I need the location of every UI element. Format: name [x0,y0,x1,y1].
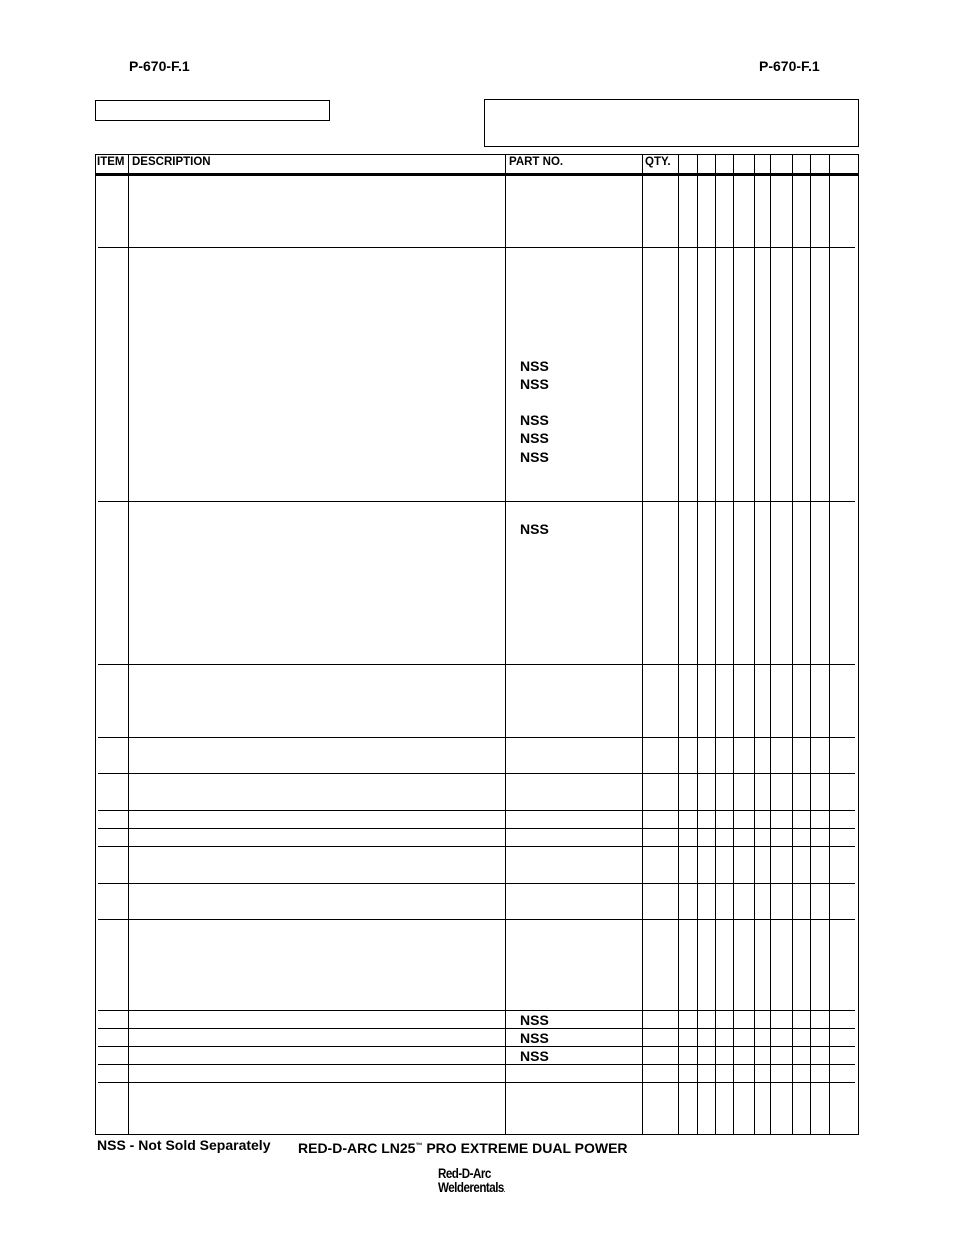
column-divider [770,154,771,1135]
nss-mark: NSS [520,358,549,374]
table-row-divider [98,883,855,884]
product-title-rest: PRO EXTREME DUAL POWER [422,1140,628,1156]
column-divider [715,154,716,1135]
column-divider [810,154,811,1135]
table-row-divider [98,1028,855,1029]
column-divider [829,154,830,1135]
column-divider [128,154,129,1135]
table-row-divider [98,846,855,847]
nss-mark: NSS [520,430,549,446]
parts-table [95,154,859,1135]
column-header-part-no: PART NO. [509,156,564,168]
nss-mark: NSS [520,412,549,428]
column-divider [505,154,506,1135]
figure-title-box [484,99,859,147]
column-divider [733,154,734,1135]
table-row-divider [98,501,855,502]
product-title-main: RED-D-ARC LN25 [298,1140,416,1156]
column-header-qty: QTY. [645,156,671,168]
nss-mark: NSS [520,449,549,465]
table-row-divider [98,1082,855,1083]
column-divider [678,154,679,1135]
table-row-divider [98,1010,855,1011]
table-row-divider [98,773,855,774]
trademark-symbol: ™ [415,1142,423,1150]
table-row-divider [98,810,855,811]
nss-mark: NSS [520,376,549,392]
table-row-divider [98,828,855,829]
table-row-divider [98,737,855,738]
column-header-item: ITEM [97,156,125,168]
column-divider [642,154,643,1135]
index-box [95,100,330,121]
nss-mark: NSS [520,521,549,537]
red-d-arc-logo [438,1167,505,1198]
nss-legend: NSS - Not Sold Separately [97,1137,271,1153]
table-row-divider [98,1046,855,1047]
column-divider [754,154,755,1135]
table-row-divider [98,247,855,248]
table-row-divider [98,664,855,665]
column-header-description: DESCRIPTION [132,156,211,168]
nss-mark: NSS [520,1030,549,1046]
page-code-left: P-670-F.1 [129,58,190,74]
logo-mark: . [503,1188,506,1194]
table-header-rule [95,173,859,176]
table-row-divider [98,919,855,920]
logo-line-1: Red-D-Arc [438,1166,491,1181]
column-divider [792,154,793,1135]
logo-line-2: Welderentals [438,1180,504,1195]
column-divider [697,154,698,1135]
table-row-divider [98,1064,855,1065]
nss-mark: NSS [520,1048,549,1064]
product-title [298,1140,628,1156]
page-code-right: P-670-F.1 [759,58,820,74]
nss-mark: NSS [520,1012,549,1028]
